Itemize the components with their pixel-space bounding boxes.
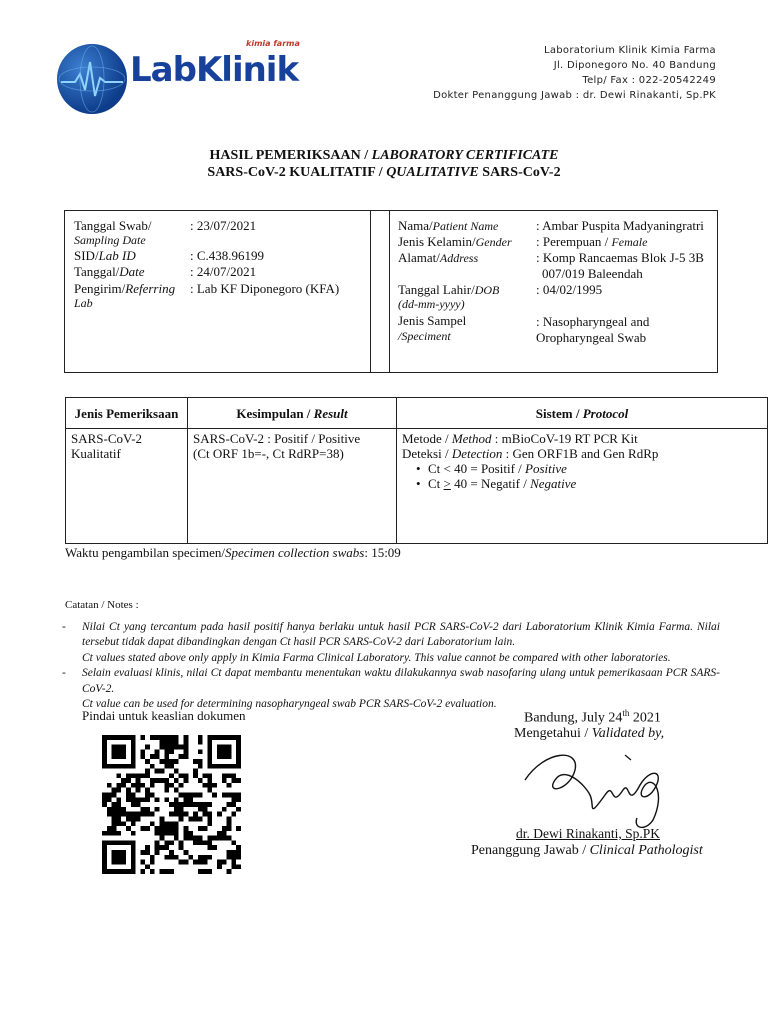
gender-label: Jenis Kelamin/Gender (398, 234, 512, 249)
page-title (0, 147, 768, 181)
address-value-2: 007/019 Baleendah (542, 266, 643, 281)
swab-sub: Sampling Date (74, 233, 146, 247)
sender-label: Pengirim/Referring (74, 281, 176, 296)
place-date: Bandung, July 24th 2021 (524, 708, 661, 726)
sample-sub: /Speciment (398, 329, 451, 343)
sender-sub: Lab (74, 296, 93, 310)
result-line1: SARS-CoV-2 : Positif / Positive (193, 431, 361, 446)
title-line2: SARS-CoV-2 KUALITATIF / (207, 165, 387, 180)
date-value: : 24/07/2021 (190, 264, 257, 279)
sample-value: : Nasopharyngeal and (536, 314, 650, 329)
lab-doctor: Dokter Penanggung Jawab : dr. Dewi Rinakanti, Sp.PK (433, 90, 716, 101)
lab-phone: Telp/ Fax : 022-20542249 (582, 75, 716, 86)
logo-brand-text: kimia farma (246, 39, 300, 48)
method-line: Metode / Method : mBioCoV-19 RT PCR Kit (402, 431, 638, 446)
qr-code[interactable] (99, 735, 244, 874)
name-label: Nama/Patient Name (398, 218, 499, 233)
note-item: - Nilai Ct yang tercantum pada hasil positif hanya berlaku untuk hasil PCR SARS-CoV-2 dari Laboratorium Klinik Kimia Farma. Nilai tersebut tidak dapat dibandingkan dengan Ct hasil PCR SARS-CoV-2 dari Laboratorium lain. Ct values stated above only apply in Kimia Farma Clinical Laboratory. This value cannot be compared with other laboratories. (62, 620, 720, 664)
col-protocol-header: Sistem / Protocol (397, 398, 768, 429)
detection-line: Deteksi / Detection : Gen ORF1B and Gen RdRp (402, 446, 659, 461)
result-header-row (66, 398, 768, 429)
address-label: Alamat/Address (398, 250, 479, 265)
test-name: SARS-CoV-2 Kualitatif (66, 429, 188, 544)
result-table (65, 397, 768, 544)
list-item: • Ct < 40 = Positif / Positive (416, 461, 762, 476)
lab-address-block (433, 43, 716, 103)
swab-label: Tanggal Swab/ (74, 218, 152, 233)
logo-text: LabKlinik (130, 50, 299, 90)
dob-value: : 04/02/1995 (536, 282, 603, 297)
gender-value: : Perempuan / Female (536, 234, 648, 249)
col-test-header: Jenis Pemeriksaan (66, 398, 188, 429)
title-line2-en: QUALITATIVE (386, 165, 479, 180)
result-line2: (Ct ORF 1b=-, Ct RdRP=38) (193, 446, 344, 461)
validated-by: Mengetahui / Validated by, (514, 726, 665, 741)
ct-criteria-list (416, 461, 762, 491)
sender-value: : Lab KF Diponegoro (KFA) (190, 281, 340, 296)
sid-value: : C.438.96199 (190, 248, 265, 263)
title-line1-en: LABORATORY CERTIFICATE (371, 148, 559, 163)
title-line2-end: SARS-CoV-2 (478, 165, 561, 180)
title-line1: HASIL PEMERIKSAAN / (209, 148, 372, 163)
signer-name: dr. Dewi Rinakanti, Sp.PK (516, 826, 660, 841)
dob-label: Tanggal Lahir/DOB (398, 282, 500, 297)
lab-name: Laboratorium Klinik Kimia Farma (543, 45, 716, 56)
swab-value: : 23/07/2021 (190, 218, 257, 233)
col-result-header: Kesimpulan / Result (188, 398, 397, 429)
address-value: : Komp Rancaemas Blok J-5 3B (536, 250, 704, 265)
name-value: : Ambar Puspita Madyaningratri (536, 218, 704, 233)
info-divider (389, 210, 390, 373)
test-result (188, 429, 397, 544)
date-label: Tanggal/Date (74, 264, 145, 279)
logo-globe-icon (57, 44, 127, 114)
collection-time: Waktu pengambilan specimen/Specimen collection swabs: 15:09 (65, 545, 401, 560)
note-item: - Selain evaluasi klinis, nilai Ct dapat membantu menentukan waktu dilakukannya swab nasofaring ulang untuk pemerikasaan PCR SARS-CoV-2. Ct value can be used for determining nasopharyngeal swab PCR SARS-CoV-2 evaluation. (62, 667, 720, 710)
table-row (66, 429, 768, 544)
signer-role: Penanggung Jawab / Clinical Pathologist (471, 843, 703, 858)
sample-label: Jenis Sampel (398, 313, 467, 328)
pulse-icon (57, 44, 127, 114)
info-divider (370, 210, 371, 373)
list-item: • Ct > 40 = Negatif / Negative (416, 476, 762, 491)
test-protocol (397, 429, 768, 544)
scan-label: Pindai untuk keaslian dokumen (82, 708, 246, 723)
notes-heading: Catatan / Notes : (65, 599, 139, 611)
notes-section (62, 598, 720, 713)
sample-value-2: Oropharyngeal Swab (536, 330, 647, 345)
dob-format: (dd-mm-yyyy) (398, 297, 465, 311)
signature (515, 740, 675, 835)
lab-address: Jl. Diponegoro No. 40 Bandung (553, 60, 716, 71)
sid-label: SID/Lab ID (74, 248, 136, 263)
